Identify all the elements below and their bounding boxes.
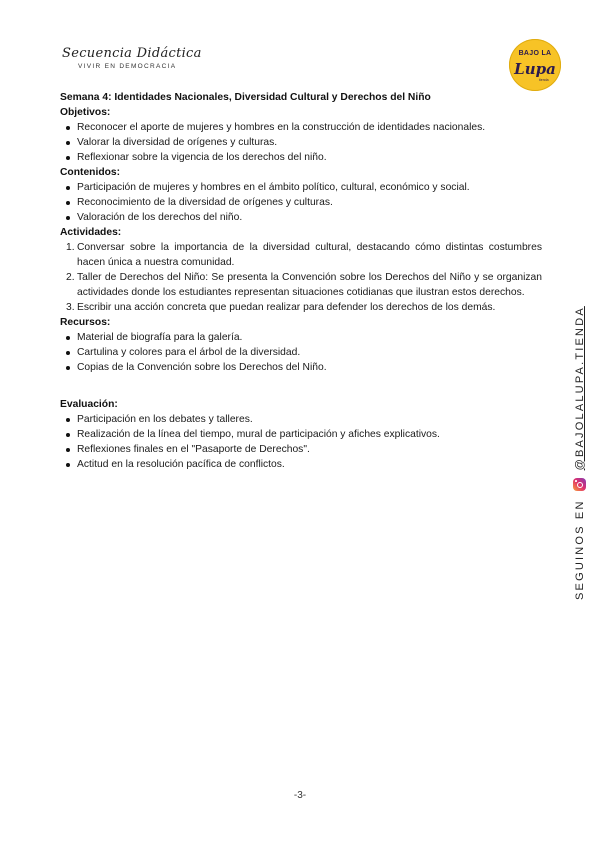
logo-line1: BAJO LA bbox=[518, 50, 552, 57]
page-number: -3- bbox=[293, 790, 307, 801]
brand-logo bbox=[509, 39, 561, 91]
list-item bbox=[60, 240, 542, 270]
list-item: Participación en los debates y talleres. bbox=[60, 412, 542, 427]
item-number: 2. bbox=[66, 272, 75, 283]
week-title: Semana 4: Identidades Nacionales, Diversidad Cultural y Derechos del Niño bbox=[60, 92, 431, 103]
item-number: 1. bbox=[66, 242, 75, 253]
brand-title: Secuencia Didáctica bbox=[62, 46, 202, 61]
item-text: Taller de Derechos del Niño: Se presenta la Convención sobre los Derechos del Niño y se organizan actividades donde los estudiantes representan situaciones cotidianas que ilustran estos derechos. bbox=[77, 272, 542, 298]
list-item bbox=[60, 300, 542, 315]
social-sidebar bbox=[573, 300, 591, 600]
item-text: Conversar sobre la importancia de la diversidad cultural, destacando cómo distintas costumbres hacen única a nuestra comunidad. bbox=[77, 242, 542, 268]
item-number: 3. bbox=[66, 302, 75, 313]
recursos-heading: Recursos: bbox=[60, 317, 111, 328]
list-item: Copias de la Convención sobre los Derechos del Niño. bbox=[60, 360, 542, 375]
contenidos-list bbox=[60, 180, 542, 225]
brand-subtitle: VIVIR EN DEMOCRACIA bbox=[78, 63, 177, 70]
spacer bbox=[60, 375, 542, 397]
list-item: Cartulina y colores para el árbol de la diversidad. bbox=[60, 345, 542, 360]
list-item: Reconocimiento de la diversidad de orígenes y culturas. bbox=[60, 195, 542, 210]
list-item: Valorar la diversidad de orígenes y culturas. bbox=[60, 135, 542, 150]
list-item: Valoración de los derechos del niño. bbox=[60, 210, 542, 225]
list-item: Reconocer el aporte de mujeres y hombres en la construcción de identidades nacionales. bbox=[60, 120, 542, 135]
logo-line2: Lupa bbox=[514, 60, 556, 78]
evaluacion-list bbox=[60, 412, 542, 472]
list-item bbox=[60, 270, 542, 300]
contenidos-heading: Contenidos: bbox=[60, 167, 121, 178]
instagram-handle-link[interactable]: @BAJOLALUPA.TIENDA bbox=[573, 306, 586, 471]
list-item: Reflexiones finales en el "Pasaporte de Derechos". bbox=[60, 442, 542, 457]
actividades-heading: Actividades: bbox=[60, 227, 122, 238]
objetivos-heading: Objetivos: bbox=[60, 107, 111, 118]
instagram-icon[interactable] bbox=[573, 478, 586, 491]
recursos-list bbox=[60, 330, 542, 375]
document-body bbox=[60, 90, 542, 472]
list-item: Actitud en la resolución pacífica de conflictos. bbox=[60, 457, 542, 472]
actividades-list bbox=[60, 240, 542, 315]
list-item: Participación de mujeres y hombres en el ámbito político, cultural, económico y social. bbox=[60, 180, 542, 195]
header-brand bbox=[62, 46, 202, 70]
objetivos-list bbox=[60, 120, 542, 165]
list-item: Material de biografía para la galería. bbox=[60, 330, 542, 345]
evaluacion-heading: Evaluación: bbox=[60, 399, 118, 410]
logo-tiny: tienda bbox=[539, 78, 549, 82]
list-item: Realización de la línea del tiempo, mural de participación y afiches explicativos. bbox=[60, 427, 542, 442]
side-prefix: SEGUINOS EN bbox=[573, 499, 586, 600]
item-text: Escribir una acción concreta que puedan realizar para defender los derechos de los demás. bbox=[77, 302, 496, 313]
list-item: Reflexionar sobre la vigencia de los derechos del niño. bbox=[60, 150, 542, 165]
